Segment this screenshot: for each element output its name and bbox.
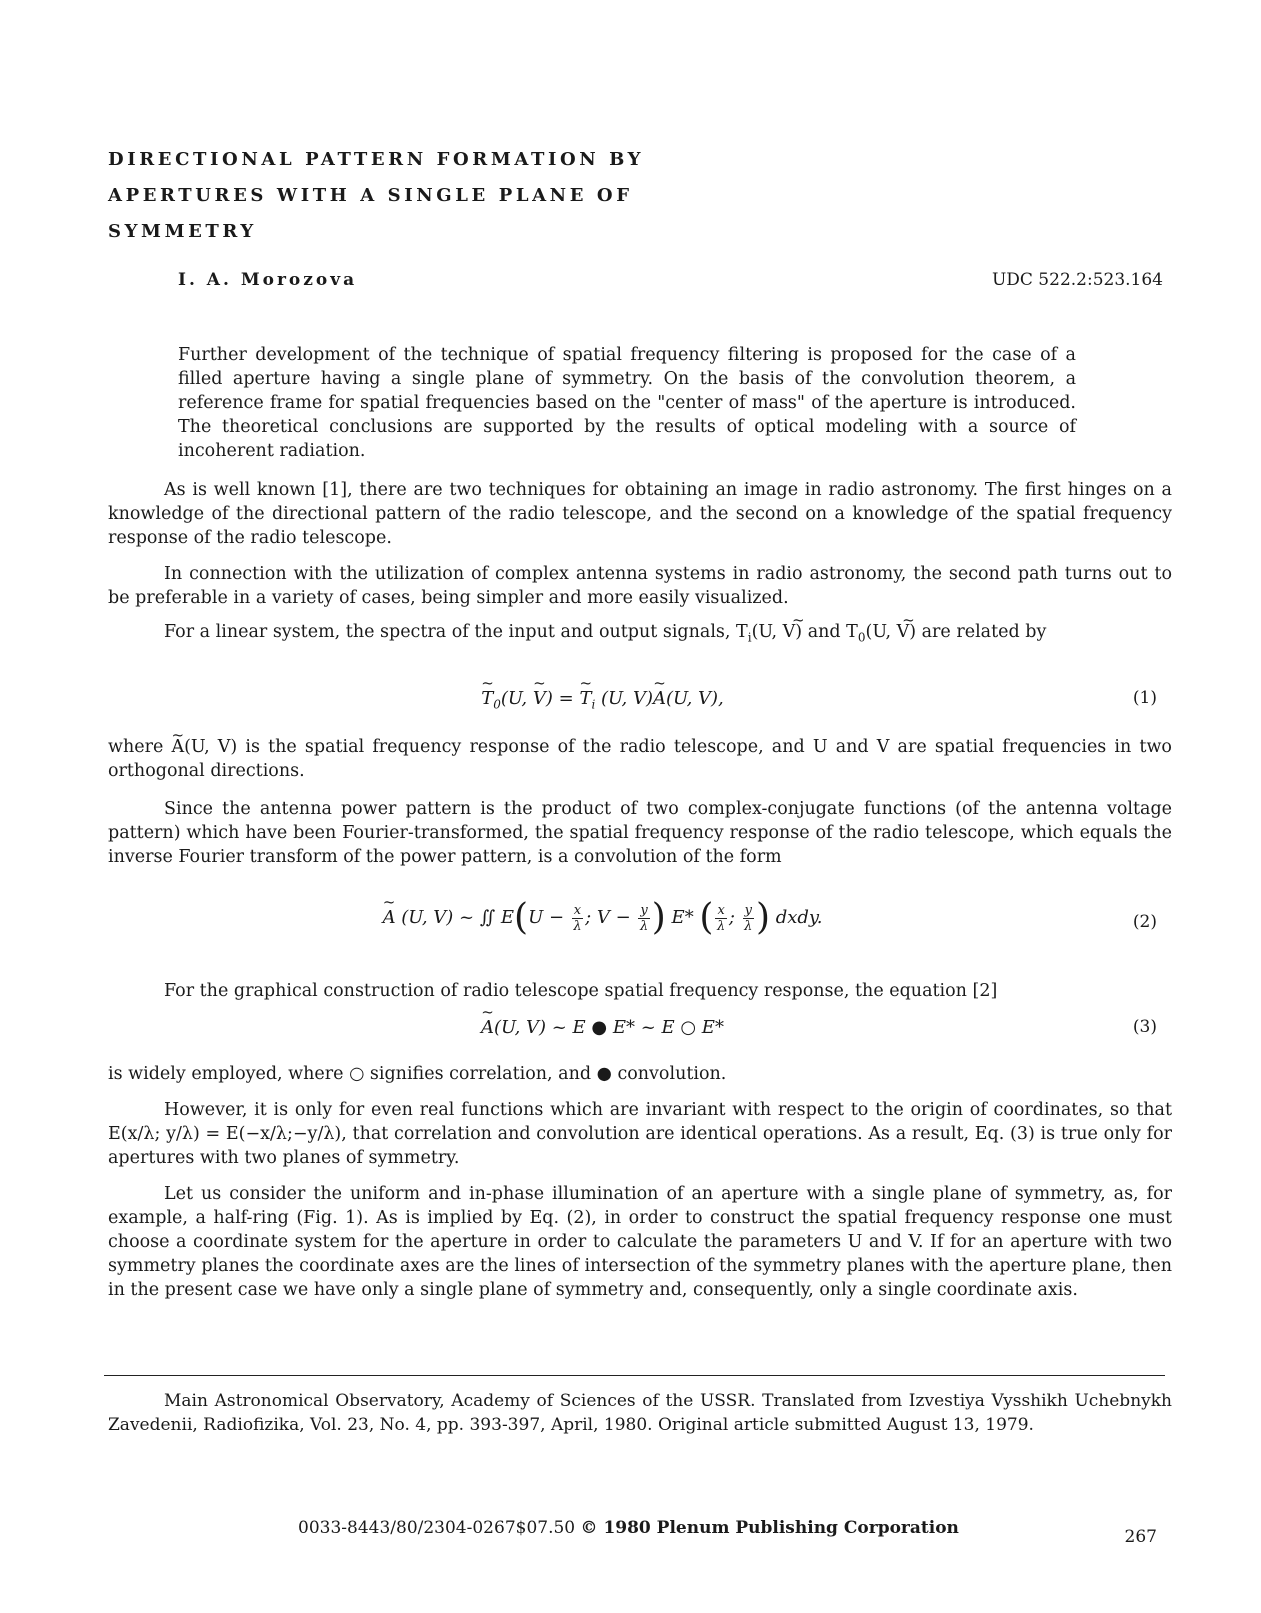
paragraph-4: where ~ A(U, V) is the spatial frequency response of the radio telescope, and U and V are spatial frequencies in two orthogonal directions. (108, 735, 1172, 783)
paragraph-8: However, it is only for even real functions which are invariant with respect to the origin of coordinates, so that E(x/λ; y/λ) = E(−x/λ;−y/λ), that correlation and convolution are identical operations. As a result, Eq. (3) is true only for apertures with two planes of symmetry. (108, 1100, 1172, 1168)
page-number: 267 (1124, 1527, 1157, 1547)
equation-2 (108, 897, 1157, 950)
equation-2-expression: ~ A (U, V) ~ ∬ E(U − $\frac{x}{\lambda}$ ; V − $\frac{y}{\lambda}$ ) E* ( $\frac{x}{\lambda}$ ; $\frac{y}{\lambda}$ ) dxdy. (108, 900, 1097, 936)
paragraph-7: is widely employed, where ○ signifies correlation, and ● convolution. (108, 1064, 727, 1084)
footnote: Main Astronomical Observatory, Academy of Sciences of the USSR. Translated from Izvestiya Vysshikh Uchebnykh Zavedenii, Radiofizika, Vol. 23, No. 4, pp. 393-397, April, 1980. Original article submitted August 13, 1979. (108, 1391, 1172, 1435)
paper-title: DIRECTIONAL PATTERN FORMATION BY APERTURES WITH A SINGLE PLANE OF SYMMETRY (108, 149, 645, 242)
paragraph-2: In connection with the utilization of complex antenna systems in radio astronomy, the second path turns out to be preferable in a variety of cases, being simpler and more easily visualized. (108, 564, 1172, 608)
equation-3-number: (3) (1132, 1017, 1157, 1037)
subscript-0: 0 (857, 630, 866, 645)
equation-2-number: (2) (1132, 912, 1157, 932)
author-name: I. A. Morozova (178, 270, 358, 290)
subscript-i: i (747, 630, 752, 645)
paragraph-3 (108, 620, 1172, 650)
copyright-notice: © 1980 Plenum Publishing Corporation (580, 1518, 959, 1538)
paragraph-3-text-b: (U, V) and (751, 622, 847, 642)
udc-code: UDC 522.2:523.164 (991, 270, 1163, 290)
paragraph-3-text-a: For a linear system, the spectra of the input and output signals, (164, 622, 737, 642)
publication-line (298, 1518, 959, 1538)
issn-code: 0033-8443/80/2304-0267$07.50 (298, 1518, 576, 1538)
symbol-t-output: ~ T (846, 622, 858, 642)
abstract: Further development of the technique of spatial frequency filtering is proposed for the case of a filled aperture having a single plane of symmetry. On the basis of the convolution theorem, a reference frame for spatial frequencies based on the "center of mass" of the aperture is introduced. The theoretical conclusions are supported by the results of optical modeling with a source of incoherent radiation. (178, 345, 1076, 461)
symbol-t-input: ~ T (736, 622, 748, 642)
equation-3-expression: ~ A(U, V) ~ E ● E* ~ E ○ E* (108, 1017, 1097, 1038)
footnote-divider (104, 1375, 1165, 1376)
paragraph-1: As is well known [1], there are two techniques for obtaining an image in radio astronomy. The first hinges on a knowledge of the directional pattern of the radio telescope, and the second on a knowledge of the spatial frequency response of the radio telescope. (108, 480, 1172, 548)
equation-1-number: (1) (1132, 688, 1157, 708)
paragraph-6: For the graphical construction of radio telescope spatial frequency response, the equation [2] (164, 981, 998, 1001)
paragraph-3-text-c: (U, V) are related by (865, 622, 1047, 642)
symbol-a-response: ~ A (171, 737, 184, 757)
paragraph-5: Since the antenna power pattern is the product of two complex-conjugate functions (of the antenna voltage pattern) which have been Fourier-transformed, the spatial frequency response of the radio telescope, which equals the inverse Fourier transform of the power pattern, is a convolution of the form (108, 799, 1172, 867)
paragraph-9: Let us consider the uniform and in-phase illumination of an aperture with a single plane of symmetry, as, for example, a half-ring (Fig. 1). As is implied by Eq. (2), in order to construct the spatial frequency response one must choose a coordinate system for the aperture in order to calculate the parameters U and V. If for an aperture with two symmetry planes the coordinate axes are the lines of intersection of the symmetry planes with the aperture plane, then in the present case we have only a single plane of symmetry and, consequently, only a single coordinate axis. (108, 1184, 1172, 1300)
equation-1-expression: ~ $T_0(U$, ~ V) = ~ $T_i$ (U, V)~ A(U, V), (108, 688, 1097, 712)
